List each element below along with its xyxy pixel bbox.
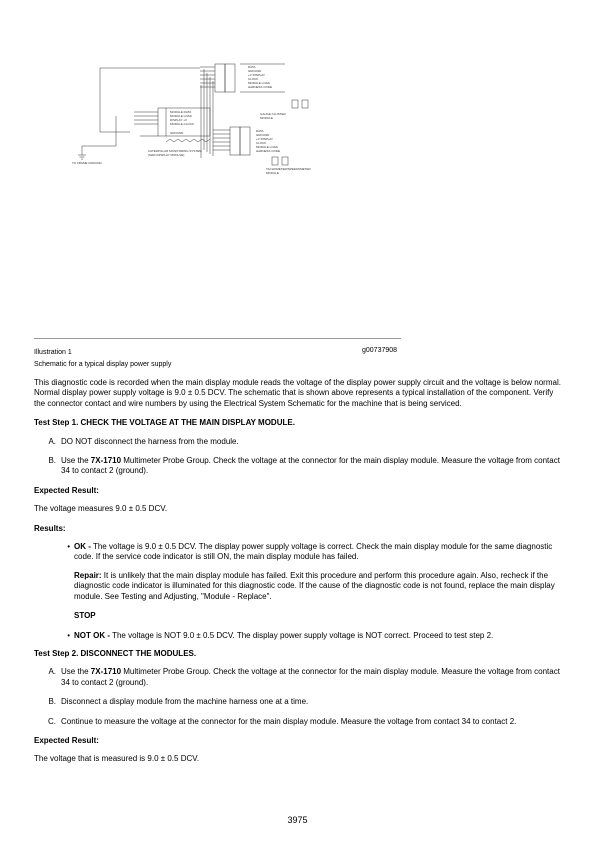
svg-text:HARNESS CODE: HARNESS CODE: [256, 149, 281, 153]
illustration-description: Schematic for a typical display power supply: [34, 361, 172, 368]
svg-text:DATA: DATA: [256, 129, 264, 133]
svg-text:GROUND: GROUND: [248, 69, 262, 73]
svg-text:MODULE LOAD: MODULE LOAD: [256, 145, 278, 149]
svg-text:TO FRAME GROUND: TO FRAME GROUND: [72, 161, 102, 165]
ok-label: OK -: [74, 542, 91, 552]
result-ok: [34, 542, 564, 563]
svg-text:MODULE: MODULE: [260, 116, 273, 120]
svg-text:CLOCK: CLOCK: [256, 141, 267, 145]
svg-text:DATA: DATA: [248, 65, 256, 69]
step1-expected-text: The voltage measures 9.0 ± 0.5 DCV.: [34, 504, 168, 514]
svg-text:(MAIN DISPLAY MODULE): (MAIN DISPLAY MODULE): [148, 153, 185, 157]
svg-text:TACHOMETER/SPEEDOMETER: TACHOMETER/SPEEDOMETER: [266, 167, 311, 171]
step-text: Continue to measure the voltage at the connector for the main display module. Measure the voltage from contact 34 to contact 2.: [61, 716, 517, 726]
step2-item-c: [34, 717, 564, 727]
svg-text:MODULE LOAD: MODULE LOAD: [248, 81, 270, 85]
step2-item-a: [34, 667, 564, 688]
step1-expected-heading: Expected Result:: [34, 485, 99, 495]
svg-text:GAUGE CLUSTER: GAUGE CLUSTER: [260, 112, 286, 116]
svg-text:HARNESS CODE: HARNESS CODE: [248, 85, 273, 89]
step-letter: A.: [48, 436, 56, 446]
step-letter: B.: [48, 456, 56, 466]
not-ok-label: NOT OK -: [74, 630, 110, 640]
step-letter: B.: [48, 697, 56, 707]
result-not-ok: [34, 631, 564, 641]
svg-text:+V DISPLAY: +V DISPLAY: [256, 137, 274, 141]
svg-text:MODULE: MODULE: [266, 171, 279, 175]
caption-divider: [34, 338, 401, 339]
step1-item-a: [34, 437, 564, 447]
step-text: Use the 7X-1710 Multimeter Probe Group. Check the voltage at the connector for the main display module. Measure the voltage from contact 34 to contact 2 (ground).: [61, 456, 560, 476]
step2-expected-text: The voltage that is measured is 9.0 ± 0.5 DCV.: [34, 754, 200, 764]
step-letter: C.: [48, 716, 56, 726]
svg-text:CATERPILLAR MONITORING SYSTEM: CATERPILLAR MONITORING SYSTEM: [148, 149, 202, 153]
bullet-icon: •: [67, 542, 70, 552]
bullet-icon: •: [67, 630, 70, 640]
document-body: [34, 378, 564, 774]
step-letter: A.: [48, 667, 56, 677]
svg-text:MODULE DATA: MODULE DATA: [170, 110, 192, 114]
step2-item-b: [34, 697, 564, 707]
step-text: Use the 7X-1710 Multimeter Probe Group. Check the voltage at the connector for the main display module. Measure the voltage from contact 34 to contact 2 (ground).: [61, 667, 560, 687]
intro-paragraph: This diagnostic code is recorded when the main display module reads the voltage of the display power supply circuit and the voltage is below normal. Normal display power supply voltage is 9.0 ± 0.5 DCV. The schematic that is shown above represents a typical installation of the component. Verify the connector contact and wire numbers by using the Electrical System Schematic for the machine that is being serviced.: [34, 378, 561, 408]
step2-expected-heading: Expected Result:: [34, 735, 99, 745]
repair-paragraph: [74, 571, 564, 602]
stop-label: STOP: [74, 611, 96, 621]
svg-text:CLOCK: CLOCK: [248, 77, 259, 81]
step2-heading: Test Step 2. DISCONNECT THE MODULES.: [34, 648, 197, 658]
step1-heading: Test Step 1. CHECK THE VOLTAGE AT THE MAIN DISPLAY MODULE.: [34, 418, 295, 428]
step-text: DO NOT disconnect the harness from the module.: [61, 436, 239, 446]
ok-text: The voltage is 9.0 ± 0.5 DCV. The display power supply voltage is correct. Check the main display module for the same diagnostic code. If the service code indicator is still ON, the main display module has failed.: [74, 542, 553, 562]
results-heading: Results:: [34, 523, 66, 533]
illustration-label: Illustration 1: [34, 349, 72, 356]
power-supply-schematic: [70, 60, 340, 175]
figure-caption: [34, 347, 171, 371]
not-ok-text: The voltage is NOT 9.0 ± 0.5 DCV. The display power supply voltage is NOT correct. Proceed to test step 2.: [110, 630, 494, 640]
svg-text:GROUND: GROUND: [170, 131, 184, 135]
svg-text:MODULE CLOCK: MODULE CLOCK: [170, 122, 195, 126]
illustration-id: g00737908: [362, 347, 398, 354]
svg-text:MODULE LOAD: MODULE LOAD: [170, 114, 192, 118]
repair-label: Repair:: [74, 570, 102, 580]
repair-text: It is unlikely that the main display module has failed. Exit this procedure and perform this procedure again. Also, recheck if the diagnostic code indicator is illuminated for this diagnostic code. If the cause of the diagnostic code is not found, replace the main display module. See Testing and Adjusting, "Module - Replace".: [74, 570, 555, 601]
svg-text:DISPLAY +V: DISPLAY +V: [170, 118, 187, 122]
svg-text:+V DISPLAY: +V DISPLAY: [248, 73, 266, 77]
page-number: 3975: [287, 815, 308, 825]
svg-text:GROUND: GROUND: [256, 133, 270, 137]
step1-item-b: [34, 456, 564, 477]
step-text: Disconnect a display module from the machine harness one at a time.: [61, 697, 309, 707]
